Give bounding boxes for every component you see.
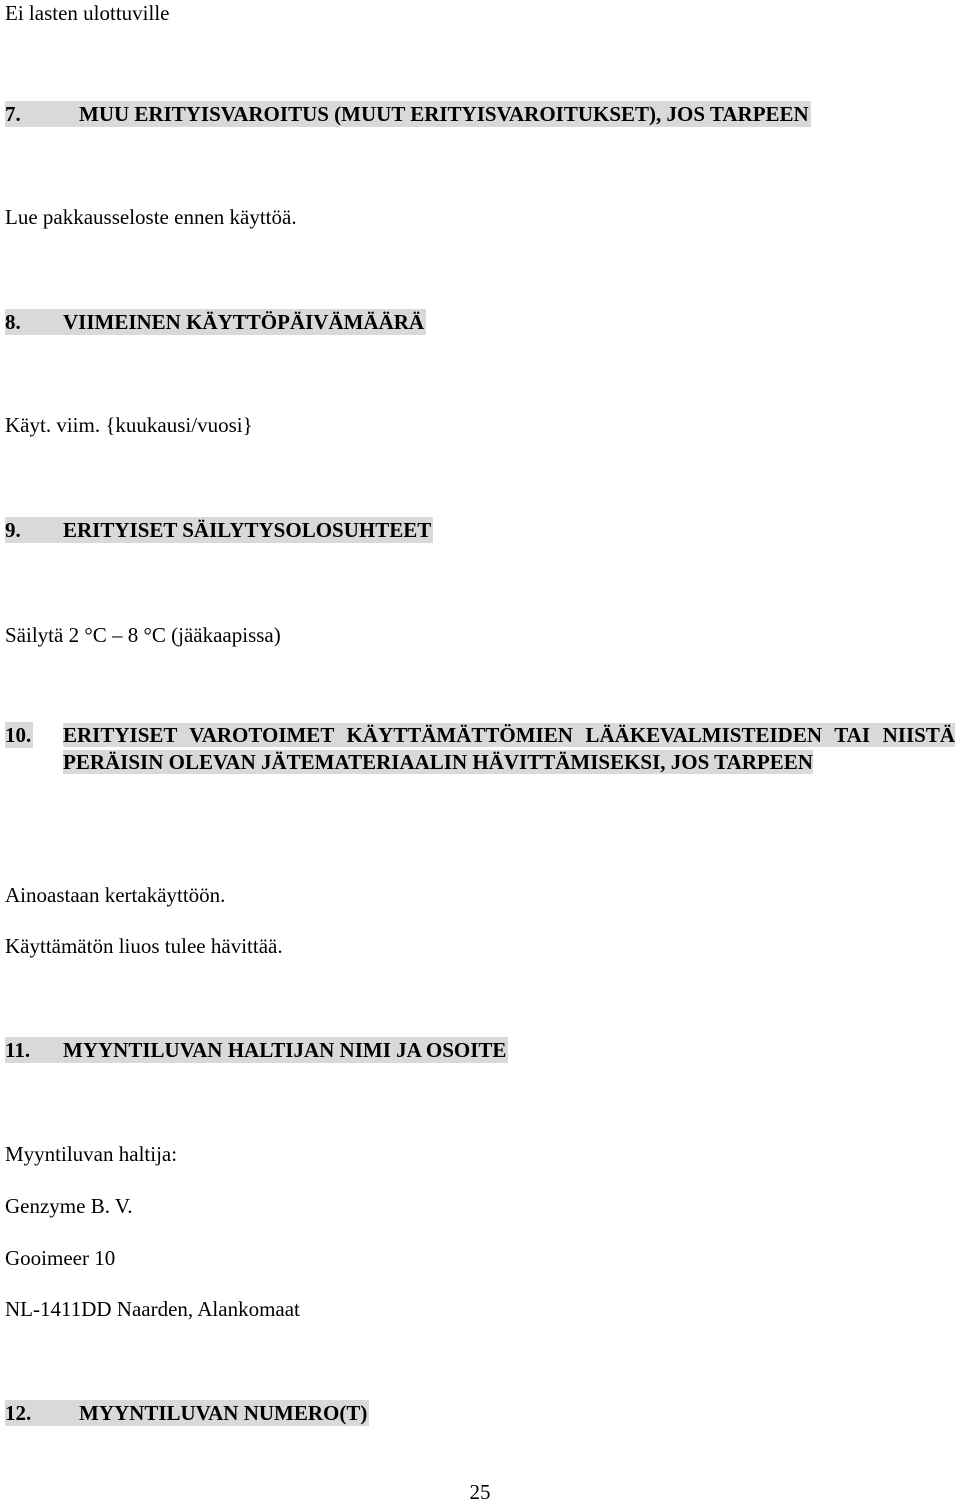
single-use-text: Ainoastaan kertakäyttöön.	[5, 883, 226, 907]
section-9-title: ERITYISET SÄILYTYSOLOSUHTEET	[63, 518, 432, 542]
section-12-highlight	[5, 1400, 369, 1426]
section-8-heading	[5, 309, 426, 335]
section-8-number: 8.	[5, 310, 21, 334]
storage-text: Säilytä 2 °C – 8 °C (jääkaapissa)	[5, 623, 281, 647]
section-12-heading	[5, 1400, 369, 1426]
section-8-title: VIIMEINEN KÄYTTÖPÄIVÄMÄÄRÄ	[63, 310, 425, 334]
expiry-text: Käyt. viim. {kuukausi/vuosi}	[5, 413, 253, 437]
read-leaflet-text: Lue pakkausseloste ennen käyttöä.	[5, 205, 297, 229]
section-7-highlight	[5, 101, 811, 127]
section-11-title: MYYNTILUVAN HALTIJAN NIMI JA OSOITE	[63, 1038, 507, 1062]
holder-label: Myyntiluvan haltija:	[5, 1142, 178, 1166]
header-note: Ei lasten ulottuville	[5, 1, 170, 25]
section-12-number: 12.	[5, 1401, 32, 1425]
section-10-title: ERITYISET VAROTOIMET KÄYTTÄMÄTTÖMIEN LÄÄKEVALMISTEIDEN TAI NIISTÄ PERÄISIN OLEVAN JÄTEMATERIAALIN HÄVITTÄMISEKSI, JOS TARPEEN	[63, 723, 955, 774]
section-11-number: 11.	[5, 1038, 31, 1062]
holder-street: Gooimeer 10	[5, 1246, 116, 1270]
section-10-title-block	[63, 722, 955, 776]
section-7-title: MUU ERITYISVAROITUS (MUUT ERITYISVAROITUKSET), JOS TARPEEN	[79, 102, 809, 126]
section-9-number: 9.	[5, 518, 21, 542]
section-7-heading	[5, 101, 811, 127]
section-12-title: MYYNTILUVAN NUMERO(T)	[79, 1401, 368, 1425]
section-10-number: 10.	[5, 723, 32, 747]
section-11-heading	[5, 1037, 508, 1063]
holder-city: NL-1411DD Naarden, Alankomaat	[5, 1297, 300, 1321]
section-7-number: 7.	[5, 102, 21, 126]
section-9-heading	[5, 517, 433, 543]
holder-name: Genzyme B. V.	[5, 1194, 133, 1218]
dispose-text: Käyttämätön liuos tulee hävittää.	[5, 934, 283, 958]
section-8-highlight	[5, 309, 426, 335]
page-number: 25	[469, 1480, 491, 1504]
section-9-highlight	[5, 517, 433, 543]
section-10-heading	[5, 722, 955, 776]
section-11-highlight	[5, 1037, 508, 1063]
